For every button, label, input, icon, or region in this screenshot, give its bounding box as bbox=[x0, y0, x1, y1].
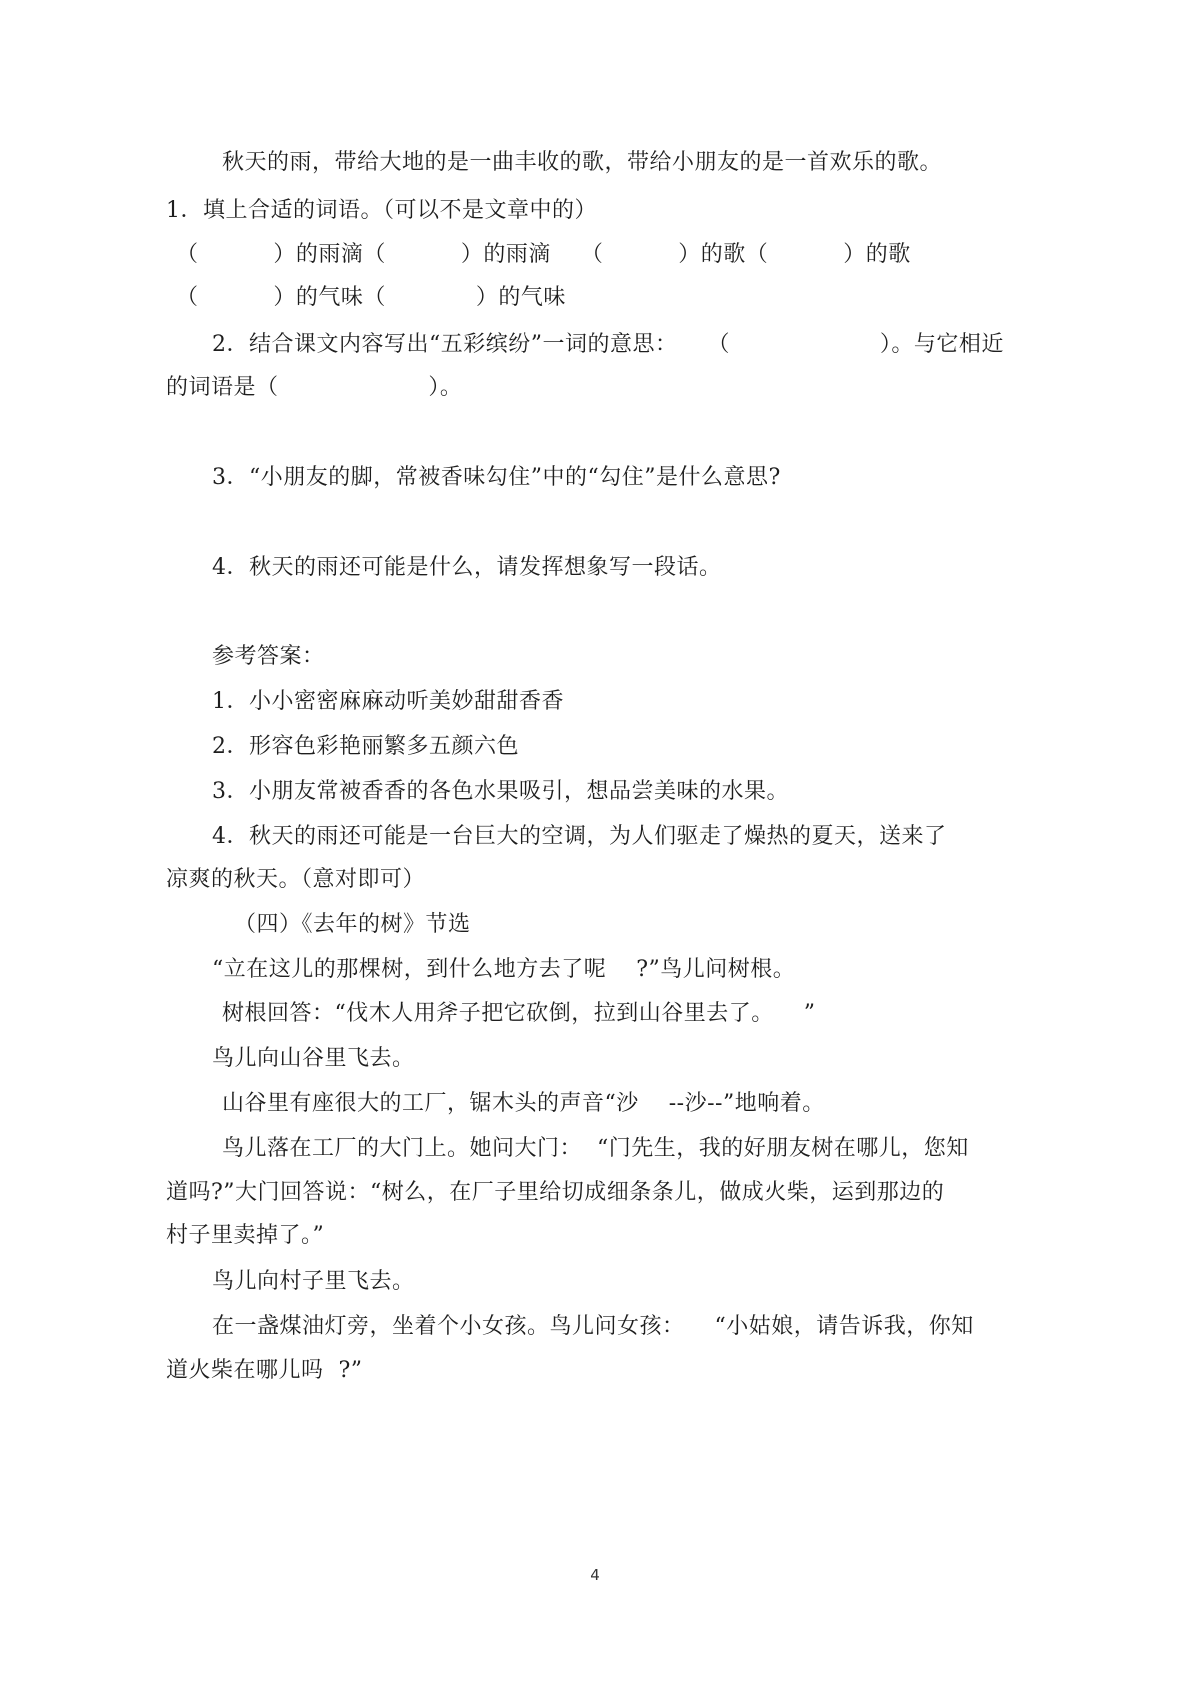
question-3: 3．“小朋友的脚，常被香味勾住”中的“勾住”是什么意思? bbox=[212, 465, 781, 490]
answer-4-line-1: 4．秋天的雨还可能是一台巨大的空调，为人们驱走了燥热的夏天，送来了 bbox=[212, 824, 947, 849]
answer-1: 1．小小密密麻麻动听美妙甜甜香香 bbox=[212, 689, 564, 714]
answer-3: 3．小朋友常被香香的各色水果吸引，想品尝美味的水果。 bbox=[212, 779, 789, 804]
answer-2: 2．形容色彩艳丽繁多五颜六色 bbox=[212, 734, 519, 759]
intro-sentence: 秋天的雨，带给大地的是一曲丰收的歌，带给小朋友的是一首欢乐的歌。 bbox=[222, 150, 943, 175]
question-1-blanks-row-1: （ ）的雨滴（ ）的雨滴 （ ）的歌（ ）的歌 bbox=[176, 242, 911, 267]
page-number: 4 bbox=[590, 1566, 600, 1584]
passage-line: 村子里卖掉了。” bbox=[166, 1223, 325, 1248]
question-2-line-1: 2．结合课文内容写出“五彩缤纷”一词的意思： （ ）。与它相近 bbox=[212, 332, 1004, 357]
question-4: 4．秋天的雨还可能是什么，请发挥想象写一段话。 bbox=[212, 555, 722, 580]
passage-line: 在一盏煤油灯旁，坐着个小女孩。鸟儿问女孩： “小姑娘，请告诉我，你知 bbox=[212, 1314, 974, 1339]
passage-line: 鸟儿向山谷里飞去。 bbox=[212, 1046, 415, 1071]
passage-line: 山谷里有座很大的工厂，锯木头的声音“沙 --沙--”地响着。 bbox=[222, 1091, 825, 1116]
question-1-prompt: 1．填上合适的词语。（可以不是文章中的） bbox=[166, 198, 597, 223]
passage-title: （四）《去年的树》节选 bbox=[234, 912, 471, 937]
passage-line: 道吗?”大门回答说：“树么，在厂子里给切成细条条儿，做成火柴，运到那边的 bbox=[166, 1180, 945, 1205]
question-1-blanks-row-2: （ ）的气味（ ）的气味 bbox=[176, 285, 566, 310]
passage-line: 道火柴在哪儿吗 ?” bbox=[166, 1358, 363, 1383]
answer-4-line-2: 凉爽的秋天。（意对即可） bbox=[166, 867, 426, 892]
passage-line: 鸟儿落在工厂的大门上。她问大门： “门先生，我的好朋友树在哪儿，您知 bbox=[222, 1136, 969, 1161]
question-2-line-2: 的词语是（ ）。 bbox=[166, 375, 463, 400]
passage-line: 树根回答：“伐木人用斧子把它砍倒，拉到山谷里去了。 ” bbox=[222, 1001, 816, 1026]
passage-line: “立在这儿的那棵树，到什么地方去了呢 ?”鸟儿问树根。 bbox=[212, 957, 796, 982]
answers-heading: 参考答案： bbox=[212, 644, 325, 669]
passage-line: 鸟儿向村子里飞去。 bbox=[212, 1269, 415, 1294]
